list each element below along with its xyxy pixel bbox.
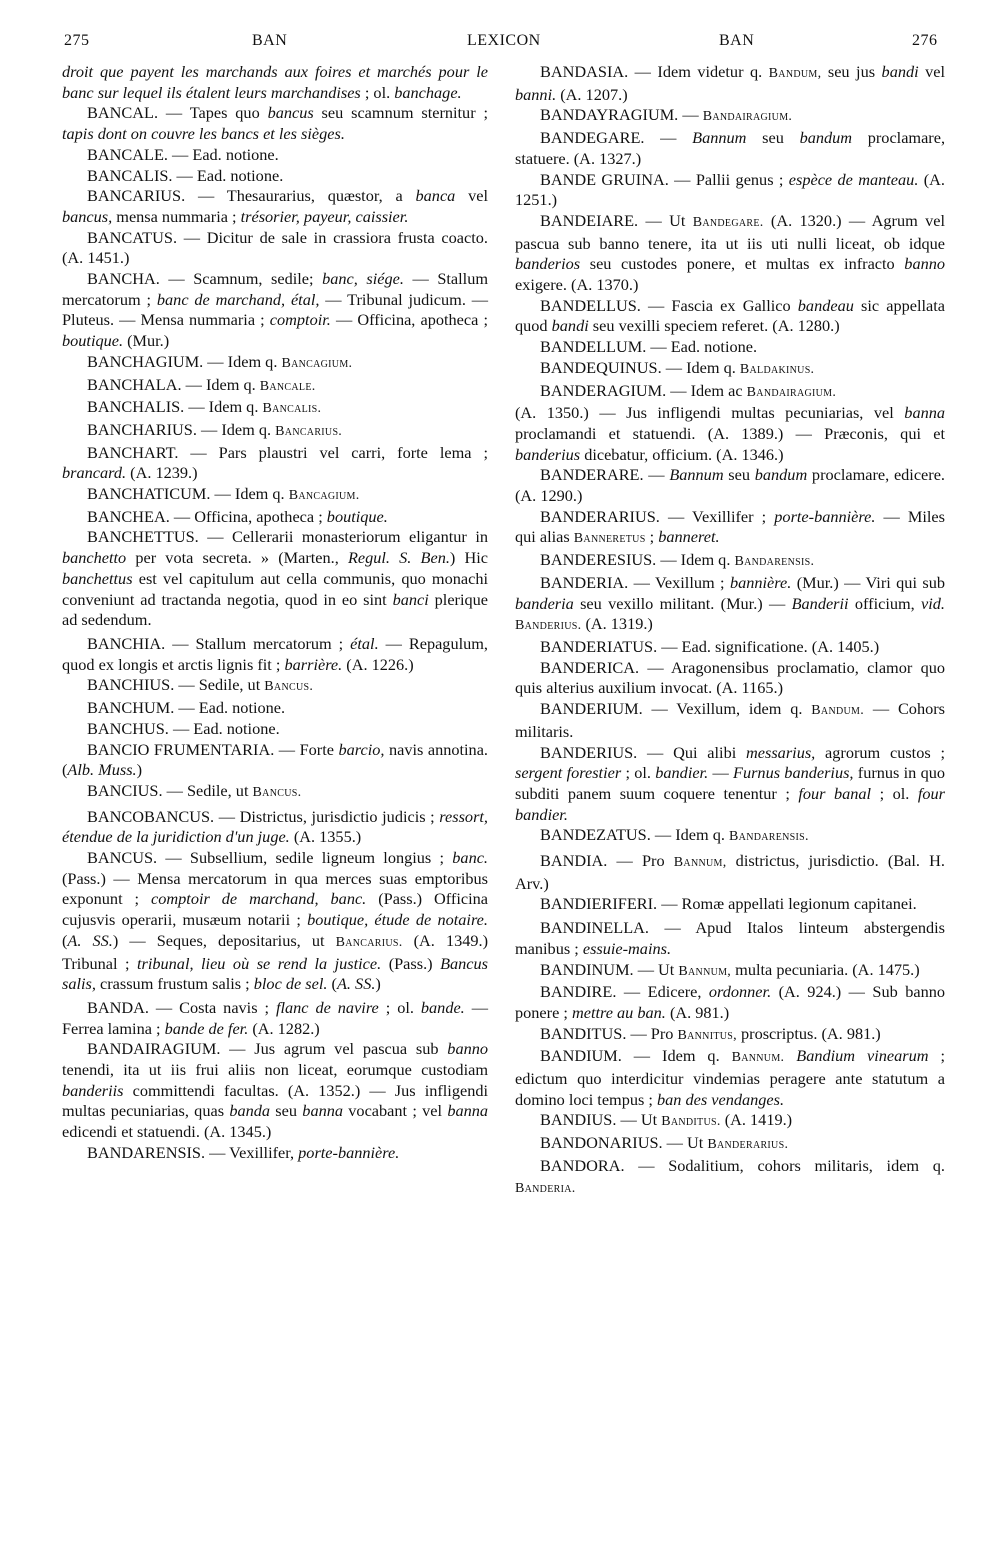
entry-text: (A. 924.) — Sub banno ponere ; (515, 982, 946, 1022)
entry-text: banna (447, 1101, 489, 1121)
entry-text: ) (136, 760, 143, 780)
entry-text: — Ferrea lamina ; (62, 997, 488, 1038)
entry-text: banchettus (62, 568, 133, 588)
entry-text: (Pass.) — Mensa mercatorum in qua merces suas emptoribus exponunt ; (62, 868, 488, 909)
entry-text: — Stallum mercatorum ; (62, 269, 489, 309)
entry-text: Bancus salis, (62, 953, 489, 994)
dictionary-entry (62, 698, 488, 719)
dictionary-entry (62, 1039, 488, 1143)
entry-text: BANDORA. — Sodalitium, cohors militaris, idem q. (540, 1155, 945, 1175)
entry-text: Bancalis. (262, 401, 322, 417)
dictionary-entry (515, 507, 945, 550)
entry-text: BANDAYRAGIUM. — (540, 105, 703, 125)
entry-text: four bandier. (515, 783, 945, 824)
entry-text: BANCHARIUS. — Idem q. (87, 419, 276, 439)
entry-text: BANDIUM. — Idem q. (540, 1046, 732, 1066)
entry-text: BANDERARIUS. — Vexillifer ; (540, 506, 775, 526)
entry-text: BANCHIA. — Stallum mercatorum ; (87, 633, 351, 653)
entry-text: dicebatur, officium. (A. 1346.) (580, 444, 784, 464)
dictionary-entry (62, 527, 488, 631)
entry-text: BANCHART. — Pars plaustri vel carri, forte lema ; (87, 442, 488, 462)
dictionary-entry (62, 103, 488, 144)
entry-text: (Mur.) (123, 331, 170, 351)
entry-text: BANCHATICUM. — Idem q. (87, 484, 289, 504)
entry-text: banni. (515, 84, 557, 104)
entry-text: banno (447, 1039, 488, 1059)
dictionary-entry (62, 186, 488, 227)
entry-text: comptoir. (269, 310, 331, 330)
entry-text: four banal (798, 783, 872, 803)
entry-text: — Tribunal judicum. — Pluteus. — Mensa nummaria ; (62, 289, 489, 330)
entry-text: étal. (350, 633, 379, 653)
entry-text: seu vexilli speciem referet. (A. 1280.) (588, 316, 840, 336)
entry-text: BANCARIUS. — Thesaurarius, quæstor, a (87, 186, 416, 206)
entry-text: Bannum (692, 128, 747, 148)
entry-text: BANCHIUS. — Sedile, ut (87, 675, 265, 695)
entry-text: ( (327, 974, 337, 994)
entry-text: districtus, jurisdictio. (Bal. H. Arv.) (515, 851, 945, 893)
entry-text: sic appellata quod (515, 295, 946, 336)
entry-text: (A. 1319.) (581, 614, 653, 634)
entry-text: BANDERIUM. — Vexillum, idem q. (540, 699, 812, 719)
entry-text: ban des vendanges. (657, 1089, 785, 1109)
entry-text: — Cohors militaris. (515, 699, 945, 741)
dictionary-entry (515, 1046, 945, 1110)
entry-text: ; ol. (871, 783, 918, 803)
entry-text: BANDE GRUINA. — Pallii genus ; (540, 169, 789, 189)
dictionary-entry (62, 375, 488, 398)
entry-text: seu vexillo militant. (Mur.) — (573, 593, 792, 613)
entry-text: BANCHEA. — Officina, apotheca ; (87, 506, 327, 526)
entry-text: BANDERIATUS. — Ead. significatione. (A. 1405.) (540, 636, 880, 656)
dictionary-entry (515, 1024, 945, 1047)
entry-text: sergent forestier (515, 763, 622, 783)
entry-text: (A. 981.) (665, 1002, 730, 1022)
header-label-right: BAN (719, 32, 755, 49)
entry-text: BANCHALA. — Idem q. (87, 374, 260, 394)
entry-text: bande de fer. (164, 1018, 249, 1038)
entry-text: BANCALE. — Ead. notione. (87, 144, 279, 164)
entry-text: Banderius. (515, 618, 582, 634)
entry-text: BANDEGARE. — (540, 128, 693, 148)
entry-text: bandi (881, 62, 919, 81)
entry-text: Banditus. (661, 1114, 721, 1130)
entry-text: banchetto (62, 548, 127, 568)
entry-text: tapis dont on couvre les bancs et les sièges. (62, 124, 345, 144)
entry-text: bandum (754, 465, 808, 485)
entry-text: BANCIUS. — Sedile, ut (87, 780, 253, 800)
entry-text: brancard. (62, 463, 127, 483)
entry-text: ; edictum quo interdicitur vindemias peragere ante statutum a domino loci tempus ; (515, 1046, 945, 1109)
entry-text: messarius, (746, 742, 816, 762)
entry-text: BANDIERIFERI. — Romæ appellati legionum capitanei. (540, 894, 917, 914)
entry-text: boutique. (326, 506, 388, 526)
entry-text: BANDELLUS. — Fascia ex Gallico (540, 295, 798, 315)
dictionary-entry (62, 740, 488, 781)
entry-text: (A. 1350.) — Jus infligendi multas pecuniarias, vel (515, 403, 905, 423)
entry-text: proscriptus. (A. 981.) (736, 1023, 881, 1043)
entry-text: boutique. (62, 331, 124, 351)
entry-text: Bannum. (731, 1050, 785, 1066)
entry-text: Bandium vinearum (796, 1046, 929, 1066)
entry-text: bloc de sel. (253, 974, 328, 994)
entry-text: Bancagium. (281, 355, 353, 371)
entry-text: Bandegare. (692, 214, 764, 230)
entry-text: ) Hic (449, 548, 489, 568)
dictionary-entry (62, 848, 488, 995)
entry-text: BANCHUS. — Ead. notione. (87, 718, 280, 738)
entry-text: Bannum (669, 465, 724, 485)
entry-text: ressort, étendue de la juridiction d'un juge. (62, 806, 488, 847)
entry-text: BANCIO FRUMENTARIA. — Forte (87, 739, 339, 759)
entry-text: banc de marchand, étal, (156, 289, 320, 309)
entry-text: BANCUS. — Subsellium, sedile ligneum longius ; (87, 848, 453, 868)
entry-text: tenendi, ita ut iis frui aliis non liceat, eorumque custodiam (62, 1060, 488, 1080)
entry-text: Bannum, (678, 963, 732, 979)
entry-text: banca (415, 186, 456, 206)
entry-text: porte-bannière. (774, 506, 876, 526)
dictionary-entry (62, 719, 488, 740)
entry-text: A. SS. (336, 974, 376, 994)
right-column (515, 62, 945, 1199)
entry-text: — Officina, apotheca ; (330, 310, 488, 330)
entry-text: Banderii (791, 593, 849, 613)
entry-text: (Pass.) (381, 953, 441, 973)
dictionary-entry (62, 807, 488, 848)
entry-text: ) (375, 974, 381, 994)
entry-text: BANCHETTUS. — Cellerarii monasteriorum eligantur in (87, 527, 488, 547)
entry-text: navis annotina. ( (62, 739, 488, 780)
dictionary-entry (515, 358, 945, 381)
dictionary-entry (515, 1133, 945, 1156)
entry-text: banc. (452, 848, 488, 868)
entry-text: bancus (267, 103, 314, 123)
entry-text: BANDASIA. — Idem videtur q. (540, 62, 769, 81)
entry-text: Bancarius. (275, 423, 343, 439)
entry-text: BANCHALIS. — Idem q. (87, 397, 263, 417)
page-number-right: 276 (912, 32, 938, 49)
entry-text: (A. 1239.) (126, 463, 198, 483)
entry-text: BANDEZATUS. — Idem q. (540, 825, 730, 845)
entry-text: BANDERIUS. — Qui alibi (540, 742, 747, 762)
dictionary-entry (62, 228, 488, 269)
entry-text: BANDERESIUS. — Idem q. (540, 550, 735, 570)
dictionary-entry (515, 105, 945, 128)
entry-text: seu scamnum sternitur ; (313, 103, 488, 123)
entry-text: barrière. (284, 654, 343, 674)
entry-text: BANDIUS. — Ut (540, 1110, 662, 1130)
entry-text: (A. 1207.) (556, 84, 628, 104)
dictionary-entry (62, 443, 488, 484)
entry-text: ) — Seques, depositarius, ut (112, 930, 336, 950)
entry-text: Bandairagium. (746, 384, 837, 400)
entry-text: (Mur.) — Viri qui sub (791, 572, 945, 592)
header-title: LEXICON (467, 32, 541, 49)
entry-text: ; ol. (378, 997, 421, 1017)
running-header (0, 28, 1000, 60)
entry-text: (Pass.) Officina cujusvis operarii, musæum notarii ; (62, 889, 488, 930)
dictionary-entry (515, 403, 945, 465)
entry-text: seu jus (821, 62, 882, 81)
dictionary-entry (62, 507, 488, 528)
dictionary-entry (515, 982, 945, 1023)
dictionary-entry (62, 420, 488, 443)
entry-text: furnus in quo subditi panem suum coquere tenentur ; (515, 763, 946, 803)
entry-text: ; (645, 527, 659, 547)
dictionary-entry (62, 998, 488, 1039)
entry-text: proclamare, statuere. (A. 1327.) (515, 128, 946, 168)
header-label-left: BAN (252, 32, 288, 49)
dictionary-entry (515, 699, 945, 742)
entry-text: exigere. (A. 1370.) (515, 275, 639, 295)
entry-text: agrorum custos ; (815, 742, 945, 762)
entry-text: BANDELLUM. — Ead. notione. (540, 337, 758, 357)
entry-text: BANDERICA. — Aragonensibus proclamatio, clamor quo quis alterius auxilium invocat. (A. 1165.) (515, 657, 945, 698)
entry-text: Bancale. (259, 378, 316, 394)
entry-text: tribunal, lieu où se rend la justice. (137, 953, 382, 973)
entry-text: banc, siége. (322, 269, 404, 289)
entry-text: Banderarius. (707, 1137, 789, 1153)
entry-text: banno (904, 254, 945, 274)
entry-text: mettre au ban. (571, 1002, 666, 1022)
entry-text: crassum frustum salis ; (95, 974, 254, 994)
entry-text: seu custodes ponere, et multas ex infracto (580, 254, 905, 274)
entry-text: BANDONARIUS. — Ut (540, 1133, 708, 1153)
dictionary-entry (515, 465, 945, 506)
dictionary-entry (515, 894, 945, 915)
entry-text: Banneretus (573, 531, 646, 547)
entry-text: per vota secreta. » (Marten., (126, 548, 348, 568)
entry-text: vel (455, 186, 489, 206)
page-number-left: 275 (64, 32, 90, 49)
entry-text: essuie-mains. (582, 938, 672, 958)
entry-text: BANDERAGIUM. — Idem ac (540, 380, 747, 400)
entry-text: banchage. (394, 82, 462, 102)
entry-text: Bandum. (811, 703, 865, 719)
entry-text: flanc de navire (275, 997, 379, 1017)
dictionary-entry (62, 675, 488, 698)
entry-text: (A. 1349.) Tribunal ; (62, 930, 489, 973)
dictionary-entry (62, 484, 488, 507)
dictionary-entry (515, 550, 945, 573)
entry-text: BANCALIS. — Ead. notione. (87, 165, 284, 185)
dictionary-entry (515, 918, 945, 959)
entry-text: BANDIRE. — Edicere, (540, 982, 709, 1002)
entry-text: seu (723, 465, 755, 485)
entry-text: bannière. (729, 572, 792, 592)
entry-text: Bandum, (768, 66, 822, 81)
dictionary-entry (515, 637, 945, 658)
entry-text: Bancarius. (335, 934, 403, 950)
entry-text: BANCHA. — Scamnum, sedile; (87, 269, 323, 289)
entry-text: BANDA. — Costa navis ; (87, 997, 276, 1017)
entry-text: seu (270, 1101, 303, 1121)
entry-text (784, 1046, 796, 1065)
entry-text: bandier. (655, 763, 709, 783)
entry-text: — Miles qui alias (515, 506, 945, 547)
entry-text: (A. 1355.) (289, 827, 362, 847)
dictionary-entry (515, 381, 945, 404)
dictionary-entry (515, 128, 945, 169)
dictionary-entry (515, 296, 945, 337)
entry-text: banderius (515, 444, 581, 464)
entry-text: BANDINELLA. — Apud Italos linteum abstergendis manibus ; (515, 918, 945, 958)
entry-text: bancus, (62, 206, 113, 226)
entry-text: BANCAL. — Tapes quo (87, 103, 268, 123)
entry-text: banneret. (658, 527, 720, 547)
dictionary-entry (515, 743, 945, 826)
entry-text: A. SS. (67, 930, 113, 950)
entry-text: bandum (799, 128, 853, 148)
entry-text: seu (746, 128, 800, 148)
dictionary-entry (62, 634, 488, 675)
entry-text: Banderia. (515, 1180, 576, 1196)
dictionary-entry (62, 62, 488, 103)
entry-text: BANCHUM. — Ead. notione. (87, 698, 286, 718)
entry-text: Alb. Muss. (67, 760, 137, 780)
entry-text: committendi facultas. (A. 1352.) — Jus infligendi multas pecuniarias, quas (62, 1080, 488, 1121)
entry-text: Bandarensis. (734, 554, 815, 570)
dictionary-entry (62, 781, 488, 804)
entry-text: barcio, (338, 739, 385, 759)
entry-text: banderia (515, 593, 574, 613)
entry-text: BANDERARE. — (540, 465, 670, 485)
entry-text: banna (904, 403, 945, 423)
entry-text: proclamandi et statuendi. (A. 1389.) — Præconis, qui et (515, 423, 945, 443)
entry-text: banci (392, 589, 429, 609)
entry-text: (A. 1226.) (342, 654, 414, 674)
entry-text: (A. 1251.) (515, 169, 945, 210)
entry-text: droit que payent les marchands aux foires et marchés pour le banc sur lequel ils étalent leurs marchandises (62, 62, 488, 102)
entry-text: BANDEQUINUS. — Idem q. (540, 357, 740, 377)
dictionary-entry (62, 269, 488, 352)
entry-text: Bancus. (252, 784, 302, 800)
entry-text: banderios (515, 254, 581, 274)
entry-text: vid. (921, 593, 945, 613)
entry-text: ordonner. (708, 982, 772, 1002)
entry-text: BANCOBANCUS. — Districtus, jurisdictio judicis ; (87, 806, 440, 826)
entry-text: Bancagium. (288, 488, 360, 504)
entry-text: bandi (551, 316, 589, 336)
dictionary-entry (515, 658, 945, 699)
entry-text: BANDARENSIS. — Vexillifer, (87, 1142, 299, 1162)
entry-text: BANDINUM. — Ut (540, 959, 679, 979)
entry-text: multa pecuniaria. (A. 1475.) (731, 959, 920, 979)
entry-text: mensa nummaria ; (112, 206, 241, 226)
dictionary-entry (62, 166, 488, 187)
entry-text: Furnus banderius, (733, 763, 854, 783)
dictionary-entry (62, 1143, 488, 1164)
entry-text: Bandairagium. (702, 109, 793, 125)
entry-text: boutique, étude de notaire. (307, 910, 488, 930)
entry-text: BANDITUS. — Pro (540, 1023, 678, 1043)
entry-text: (A. 1320.) — Agrum vel pascua sub banno tenere, ita ut iis uti nulli liceat, ob idque (515, 210, 945, 253)
entry-text: BANCHAGIUM. — Idem q. (87, 351, 282, 371)
entry-text: banderiis (62, 1080, 124, 1100)
entry-text: bandeau (797, 295, 854, 315)
entry-text: est vel capitulum aut cella communis, quo monachi conveniunt ad tractanda negotia, quod in eo sint (62, 568, 488, 609)
entry-text: espèce de manteau. (788, 169, 919, 189)
entry-text: (A. 1419.) (720, 1110, 793, 1130)
entry-text: trésorier, payeur, caissier. (240, 206, 409, 226)
entry-text: vocabant ; vel (343, 1101, 448, 1121)
entry-text: Bandarensis. (729, 829, 809, 845)
entry-text: ; ol. (360, 82, 395, 102)
entry-text: ; ol. (621, 763, 656, 783)
entry-text: banda (229, 1101, 271, 1121)
dictionary-entry (515, 960, 945, 983)
entry-text: Baldakinus. (739, 361, 815, 377)
dictionary-entry (515, 337, 945, 358)
dictionary-entry (62, 352, 488, 375)
dictionary-entry (515, 851, 945, 894)
dictionary-entry (515, 1156, 945, 1199)
entry-text: comptoir de marchand, banc. (151, 889, 367, 909)
entry-text: Bancus. (264, 679, 314, 695)
left-column (62, 62, 488, 1164)
entry-text: Regul. S. Ben. (347, 548, 450, 568)
dictionary-entry (515, 573, 945, 637)
dictionary-entry (515, 1110, 945, 1133)
entry-text: officium, (848, 593, 922, 613)
entry-text: BANDERIA. — Vexillum ; (540, 572, 730, 592)
dictionary-entry (515, 825, 945, 848)
entry-text: Bannitus, (677, 1027, 737, 1043)
entry-text: — (708, 763, 733, 783)
entry-text: BANDEIARE. — Ut (540, 210, 693, 230)
entry-text: porte-bannière. (298, 1142, 400, 1162)
dictionary-entry (515, 62, 945, 105)
entry-text: vel (918, 62, 946, 81)
dictionary-entry (515, 170, 945, 211)
entry-text: edicendi et statuendi. (A. 1345.) (62, 1122, 272, 1142)
entry-text: banna (302, 1101, 343, 1121)
entry-text: Bannum, (673, 855, 727, 871)
entry-text: ( (62, 930, 68, 950)
entry-text: BANCATUS. — Dicitur de sale in crassiora frusta coacto. (A. 1451.) (62, 227, 488, 268)
entry-text: bande. (420, 997, 465, 1017)
dictionary-entry (62, 145, 488, 166)
dictionary-entry (515, 211, 945, 296)
entry-text: plerique ad sedendum. (62, 589, 488, 630)
entry-text: BANDIA. — Pro (540, 851, 674, 871)
entry-text: proclamare, edicere. (A. 1290.) (515, 465, 946, 506)
dictionary-entry (62, 397, 488, 420)
entry-text: BANDAIRAGIUM. — Jus agrum vel pascua sub (87, 1039, 448, 1059)
entry-text: (A. 1282.) (248, 1018, 320, 1038)
entry-text: — Repagulum, quod ex longis et arctis lignis fit ; (62, 633, 488, 674)
